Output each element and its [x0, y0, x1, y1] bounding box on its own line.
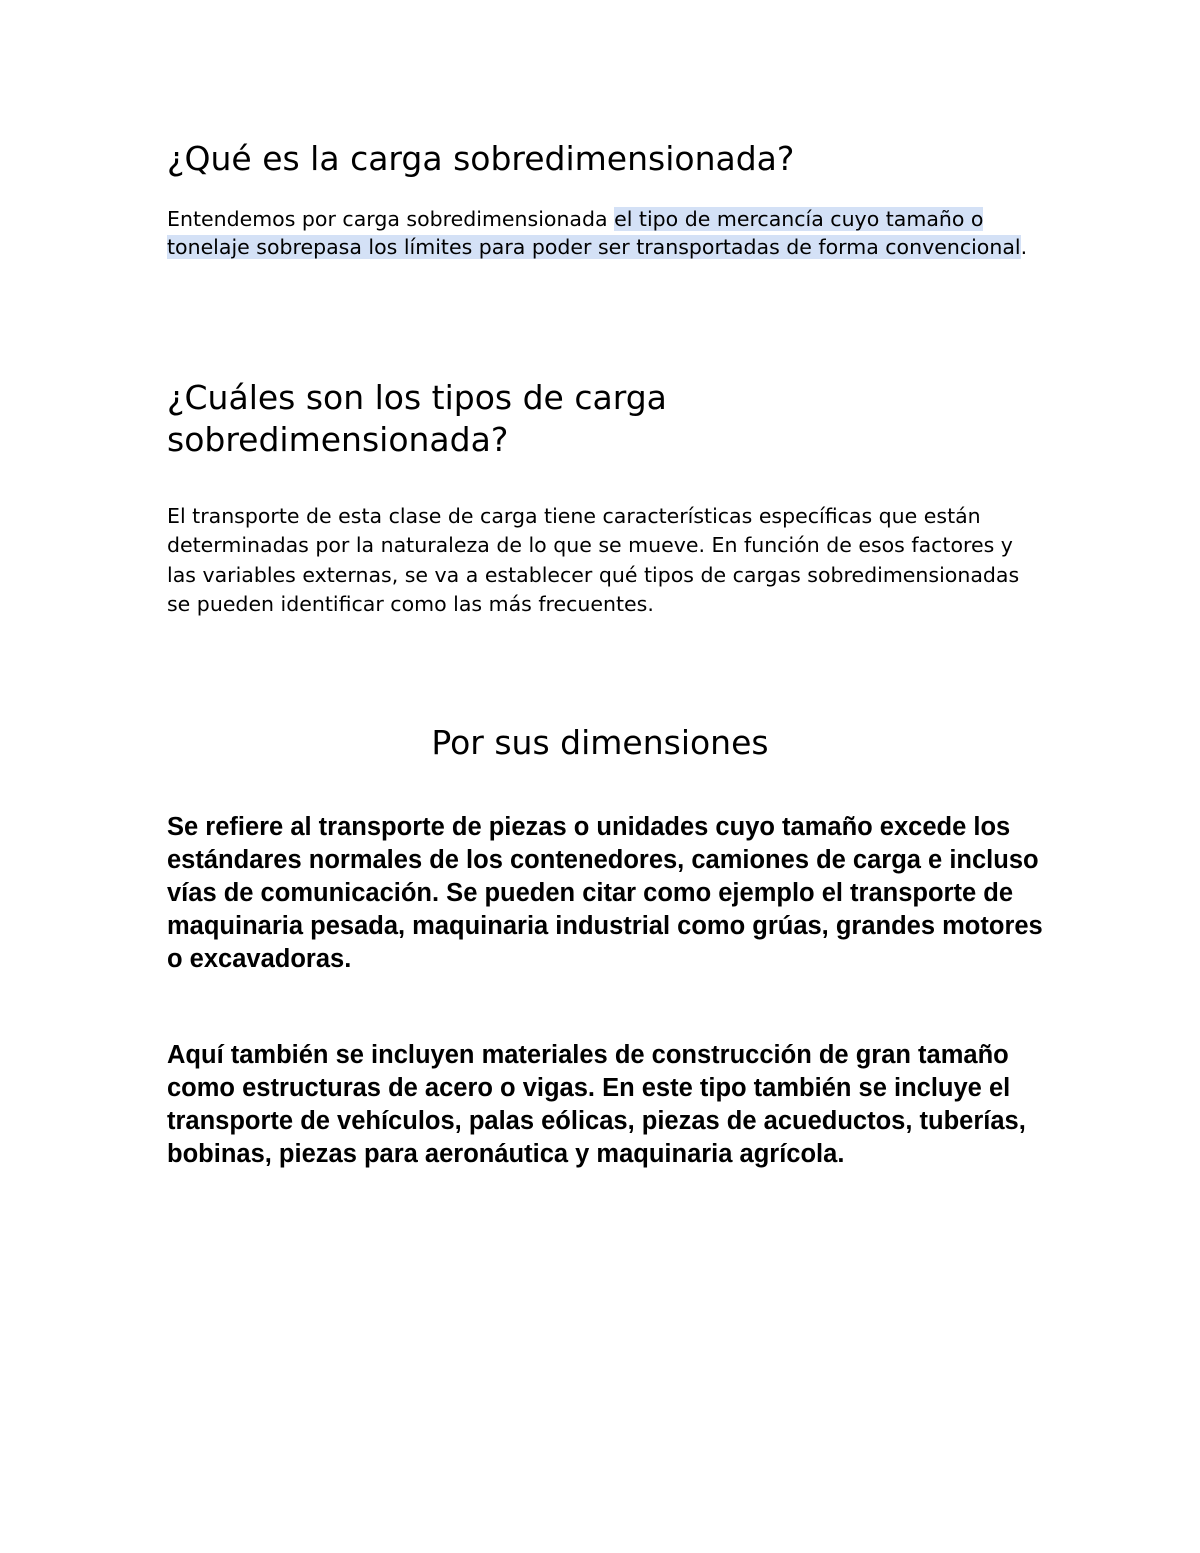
types-paragraph: El transporte de esta clase de carga tiene características específicas que están determinadas por la naturaleza de lo que se mueve. En función de esos factores y las variables externas, se va a establecer qué tipos de cargas sobredimensionadas se pueden identificar como las más frecuentes.	[167, 504, 1020, 616]
intro-paragraph	[167, 206, 1047, 261]
highlighted-definition: el tipo de mercancía cuyo tamaño o tonelaje sobrepasa los límites para poder ser transportadas de forma convencional	[167, 207, 1021, 259]
heading-types-of-oversized-cargo: ¿Cuáles son los tipos de carga sobredimensionada?	[167, 378, 667, 459]
intro-tail-text: .	[1020, 234, 1028, 259]
dimensions-paragraph-2: Aquí también se incluyen materiales de construcción de gran tamaño como estructuras de acero o vigas. En este tipo también se incluye el transporte de vehículos, palas eólicas, piezas de acueductos, tuberías, bobinas, piezas para aeronáutica y maquinaria agrícola.	[167, 1041, 1026, 1168]
heading-by-dimensions: Por sus dimensiones	[431, 723, 769, 762]
intro-lead-text: Entendemos por carga sobredimensionada	[167, 207, 615, 231]
heading-what-is-oversized-cargo: ¿Qué es la carga sobredimensionada?	[167, 139, 795, 178]
dimensions-paragraph-1: Se refiere al transporte de piezas o unidades cuyo tamaño excede los estándares normales de los contenedores, camiones de carga e incluso vías de comunicación. Se pueden citar como ejemplo el transporte de maquinaria pesada, maquinaria industrial como grúas, grandes motores o excavadoras.	[167, 813, 1043, 973]
